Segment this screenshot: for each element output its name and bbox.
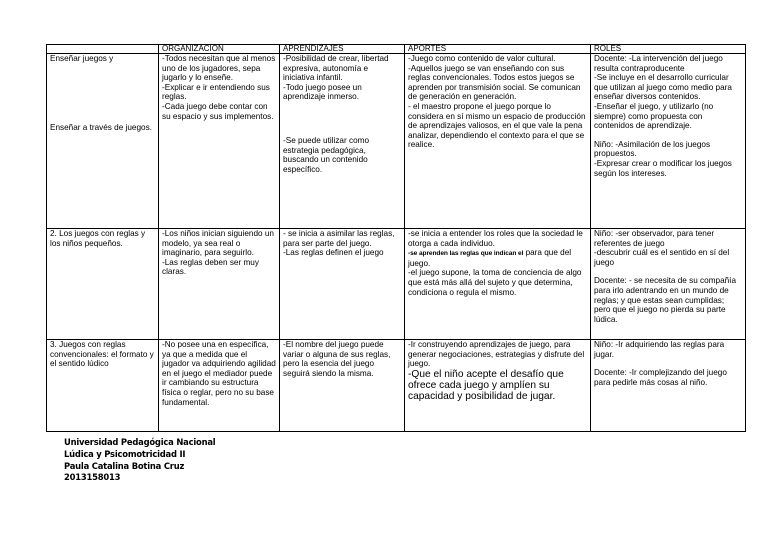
cell-text: -El nombre del juego puede variar o alguna de sus reglas, pero la esencia del juego seguirá siendo la misma. (283, 340, 391, 378)
row-topic-cell (47, 54, 159, 229)
cell-text: Docente: -La intervención del juego resulta contraproducente (594, 54, 723, 73)
cell-text: -Las reglas deben ser muy claras. (162, 257, 259, 277)
cell-text: - el maestro propone el juego porque lo considera en sí mismo un espacio de producción de aprendizajes valiosos, en el que vale la pena analizar, dependiendo el contexto para el que se realice. (408, 101, 586, 150)
organizacion-cell (159, 340, 280, 432)
roles-cell (591, 229, 746, 340)
header-row (47, 45, 746, 54)
cell-text: -Se puede utilizar como estrategia pedagógica, buscando un contenido específico. (283, 135, 370, 174)
cell-text: para que del juego. (408, 248, 572, 268)
cell-text: -se aprenden las reglas que indican el (408, 250, 524, 258)
cell-text: -No posee una en específica, ya que a medida que el jugador va adquiriendo agilidad en el juego el mediador puede ir cambiando su estructura física o reglar, pero no su base fundamental. (162, 340, 276, 407)
cell-text: -Explicar e ir entendiendo sus reglas. (162, 82, 270, 102)
organizacion-cell (159, 54, 280, 229)
row-topic-cell (47, 229, 159, 340)
cell-text: -Todo juego posee un aprendizaje inmerso. (283, 82, 362, 102)
cell-text: -Cada juego debe contar con su espacio y sus implementos. (162, 101, 274, 121)
cell-text: 3. Juegos con reglas convencionales: el formato y el sentido lúdico (50, 340, 154, 369)
cell-text: Docente: - se necesita de su compañía para irlo adentrando en un mundo de reglas; y que estas sean cumplidas; pero que el juego no pierda su parte lúdica. (594, 276, 736, 324)
student-code: 2013158013 (64, 472, 121, 483)
content-table (46, 44, 746, 432)
aportes-cell (405, 54, 591, 229)
table-row (47, 340, 746, 432)
cell-text: -Que el niño acepte el desafío que ofrece cada juego y amplíen su capacidad y posibilidad de jugar. (408, 368, 564, 402)
table-row (47, 54, 746, 229)
cell-text: Niño: -Asimilación de los juegos propuestos. (594, 139, 711, 159)
cell-text: -Las reglas definen el juego (283, 248, 384, 258)
university-name: Universidad Pedagógica Nacional (64, 437, 216, 447)
aprendizajes-cell (280, 340, 405, 432)
cell-text: -Juego como contenido de valor cultural. (408, 54, 556, 63)
cell-text: Docente: -Ir complejizando del juego para pedirle más cosas al niño. (594, 368, 727, 387)
cell-text: -Los niños inician siguiendo un modelo, ya sea real o imaginario, para seguirlo. (162, 229, 274, 258)
header-organizacion: ORGANIZACION (159, 45, 280, 54)
header-cell-empty (47, 45, 159, 54)
header-aprendizajes: APRENDIZAJES (280, 45, 405, 54)
cell-text: -descubrir cuál es el sentido en sí del juego (594, 248, 730, 267)
aprendizajes-cell (280, 229, 405, 340)
aportes-cell (405, 229, 591, 340)
cell-text: -se inicia a entender los roles que la sociedad le otorga a cada individuo. (408, 229, 583, 248)
cell-text: -Todos necesitan que al menos uno de los jugadores, sepa jugarlo y lo enseñe. (162, 54, 276, 83)
roles-cell (591, 340, 746, 432)
cell-text: Niño: -ser observador, para tener referentes de juego (594, 229, 715, 248)
author-name: Paula Catalina Botina Cruz (64, 460, 185, 471)
cell-text: -Enseñar el juego, y utilizarlo (no siempre) como propuesta con contenidos de aprendizaje. (594, 101, 714, 131)
row-topic-cell (47, 340, 159, 432)
cell-text: Enseñar juegos y (50, 54, 114, 63)
organizacion-cell (159, 229, 280, 340)
cell-text: -Se incluye en el desarrollo curricular que utilizan al juego como medio para enseñar diversos contenidos. (594, 73, 732, 102)
cell-text: -Ir construyendo aprendizajes de juego, para generar negociaciones, estrategias y disfrute del juego. (408, 340, 585, 369)
header-aportes: APORTES (405, 45, 591, 54)
table-row (47, 229, 746, 340)
aportes-cell (405, 340, 591, 432)
cell-text: -Aquellos juego se van enseñando con sus reglas convencionales. Todos estos juegos se aprenden por transmisión social. Se comunican de generación en generación. (408, 63, 581, 102)
cell-text: -Expresar crear o modificar los juegos según los intereses. (594, 158, 732, 178)
cell-text: -Posibilidad de crear, libertad expresiva, autonomía e iniciativa infantil. (283, 54, 389, 83)
cell-text: - se inicia a asimilar las reglas, para ser parte del juego. (283, 229, 395, 248)
aprendizajes-cell (280, 54, 405, 229)
cell-text: Niño: -Ir adquiriendo las reglas para jugar. (594, 340, 725, 359)
roles-cell (591, 54, 746, 229)
author-footer (64, 437, 215, 484)
cell-text: -el juego supone, la toma de conciencia de algo que está más allá del sujeto y que determina, condiciona o regula el mismo. (408, 268, 582, 297)
course-name: Lúdica y Psicomotricidad II (64, 448, 186, 459)
cell-text: Enseñar a través de juegos. (50, 122, 152, 132)
cell-text: 2. Los juegos con reglas y los niños pequeños. (50, 229, 146, 248)
header-roles: ROLES (591, 45, 746, 54)
